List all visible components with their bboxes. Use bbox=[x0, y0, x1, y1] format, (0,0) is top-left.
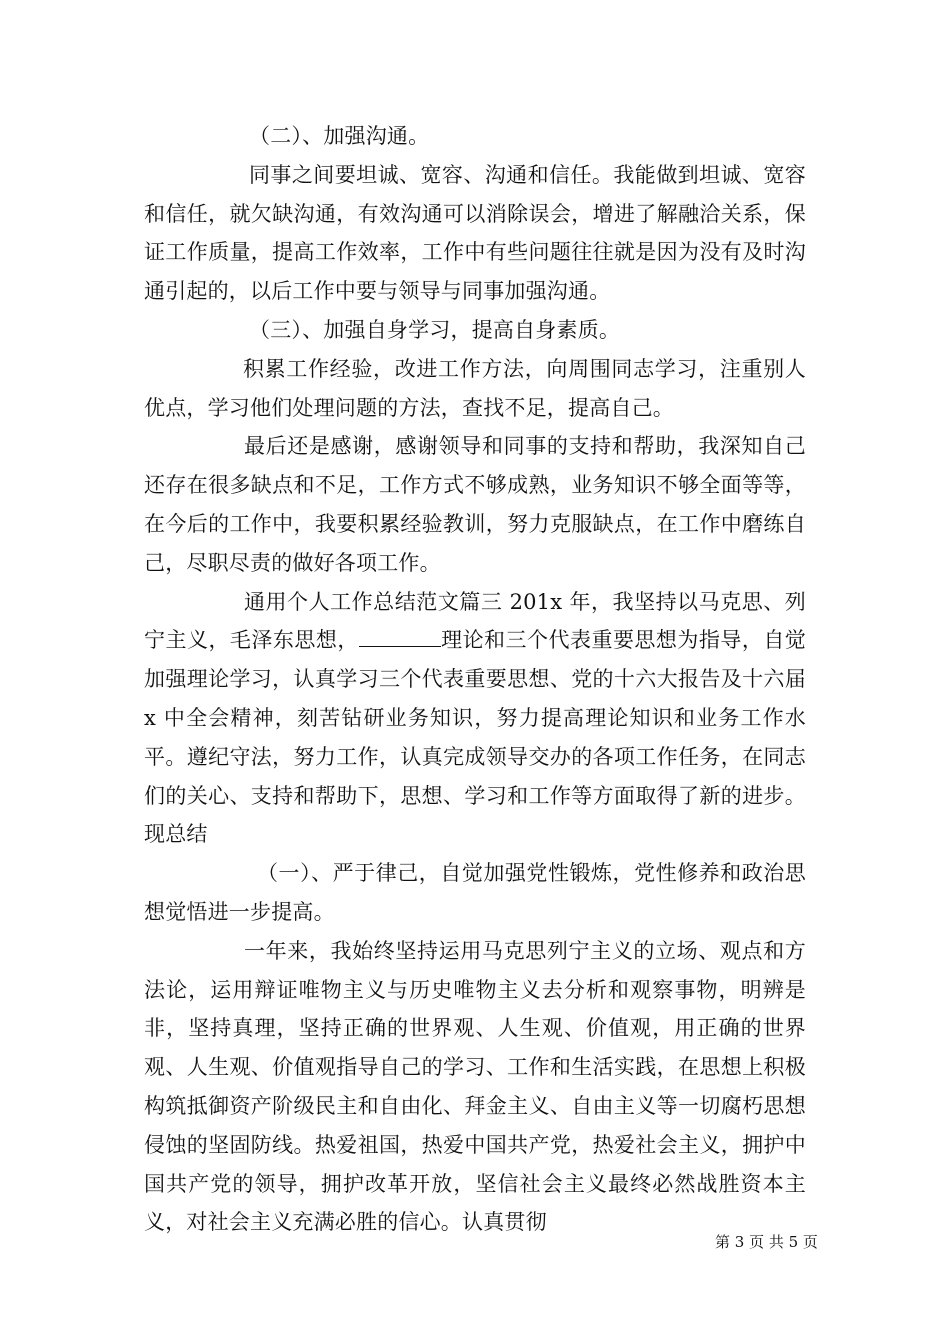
paragraph-communication: 同事之间要坦诚、宽容、沟通和信任。我能做到坦诚、宽容和信任，就欠缺沟通，有效沟通可以消除误会，增进了解融洽关系，保证工作质量，提高工作效率，工作中有些问题往往就是因为没有及时沟通引起的，以后工作中要与领导与同事加强沟通。 bbox=[144, 162, 806, 304]
document-body bbox=[144, 117, 806, 1242]
paragraph-section3-intro bbox=[144, 583, 806, 855]
heading-self-discipline: （一）、严于律己，自觉加强党性锻炼，党性修养和政治思想觉悟进一步提高。 bbox=[144, 861, 806, 924]
page-number: 第 3 页 共 5 页 bbox=[715, 1233, 818, 1251]
heading-self-study: （三）、加强自身学习，提高自身素质。 bbox=[249, 317, 621, 342]
fill-in-blank bbox=[359, 628, 441, 647]
section3-continuation: 自觉加强理论学习，认真学习三个代表重要思想、党的十六大报告及十六届 x 中全会精神，刻苦钻研业务知识，努力提高理论知识和业务工作水平。遵纪守法，努力工作，认真完成领导交办的各项工作任务，在同志们的关心、支持和帮助下，思想、学习和工作等方面取得了新的进步。现总结 bbox=[144, 628, 806, 847]
paragraph-self-study: 积累工作经验，改进工作方法，向周围同志学习，注重别人优点，学习他们处理问题的方法，查找不足，提高自己。 bbox=[144, 356, 806, 420]
heading-communication: （二）、加强沟通。 bbox=[249, 124, 430, 148]
section3-intro-text: 通用个人工作总结范文篇三 201x 年，我坚持以马克思、列宁主义，毛泽东思想， bbox=[144, 589, 806, 653]
paragraph-thanks: 最后还是感谢，感谢领导和同事的支持和帮助，我深知自己还存在很多缺点和不足，工作方式不够成熟，业务知识不够全面等等，在今后的工作中，我要积累经验教训，努力克服缺点，在工作中磨练自己，尽职尽责的做好各项工作。 bbox=[144, 434, 806, 575]
paragraph-year-review: 一年来，我始终坚持运用马克思列宁主义的立场、观点和方法论，运用辩证唯物主义与历史唯物主义去分析和观察事物，明辨是非，坚持真理，坚持正确的世界观、人生观、价值观，用正确的世界观、人生观、价值观指导自己的学习、工作和生活实践，在思想上积极构筑抵御资产阶级民主和自由化、拜金主义、自由主义等一切腐朽思想侵蚀的坚固防线。热爱祖国，热爱中国共产党，热爱社会主义，拥护中国共产党的领导，拥护改革开放，坚信社会主义最终必然战胜资本主义，对社会主义充满必胜的信心。认真贯彻 bbox=[144, 938, 806, 1235]
section3-after-blank-text: 理论和三个代表重要思想为指导， bbox=[440, 628, 764, 653]
